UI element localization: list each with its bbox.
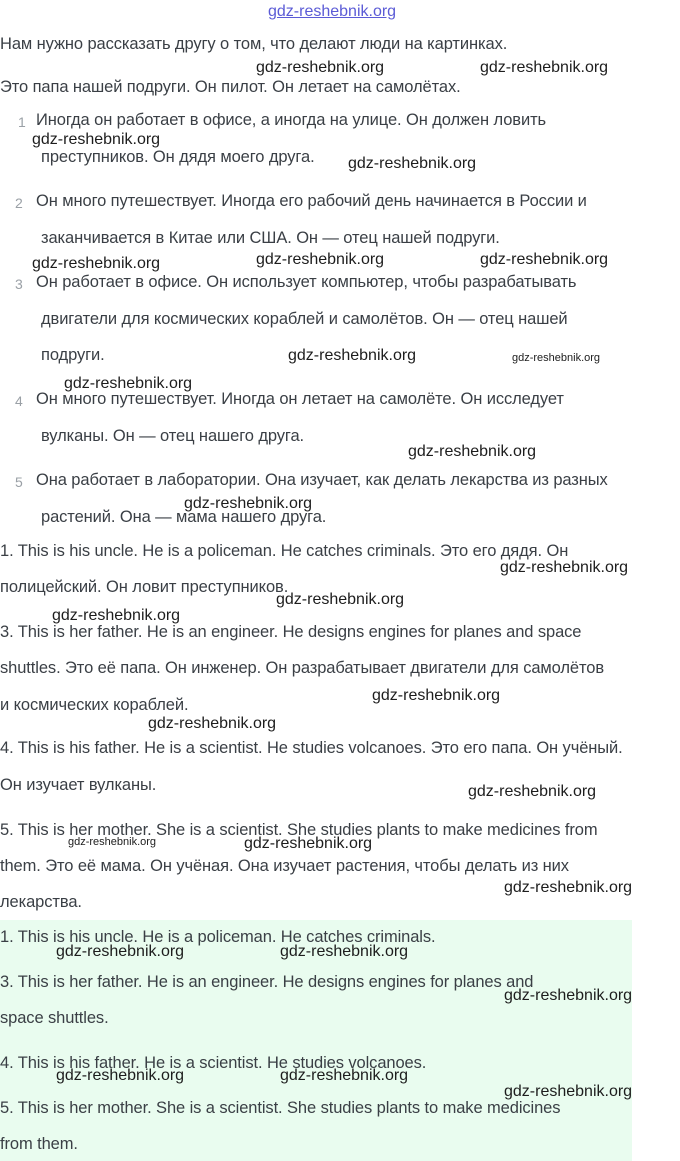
watermark: gdz-reshebnik.org xyxy=(276,591,405,608)
watermark: gdz-reshebnik.org xyxy=(32,255,161,272)
watermark: gdz-reshebnik.org xyxy=(504,987,633,1004)
answer-line: 3. This is her father. He is an engineer. He designs engines for planes and space xyxy=(0,623,582,641)
task-line: Он много путешествует. Иногда он летает на самолёте. Он исследует xyxy=(36,390,564,408)
watermark: gdz-reshebnik.org xyxy=(280,943,409,960)
short-answer-line: from them. xyxy=(0,1135,78,1153)
watermark: gdz-reshebnik.org xyxy=(56,943,185,960)
watermark: gdz-reshebnik.org xyxy=(256,251,385,268)
watermark: gdz-reshebnik.org xyxy=(184,495,313,512)
answer-line: them. Это её мама. Он учёная. Она изучает растения, чтобы делать из них xyxy=(0,857,569,875)
watermark: gdz-reshebnik.org xyxy=(32,131,161,148)
task-line: преступников. Он дядя моего друга. xyxy=(41,148,315,166)
watermark: gdz-reshebnik.org xyxy=(52,607,181,624)
watermark: gdz-reshebnik.org xyxy=(280,1067,409,1084)
task-number: 5 xyxy=(15,474,23,490)
short-answer-line: 3. This is her father. He is an engineer. He designs engines for planes and xyxy=(0,973,534,991)
watermark: gdz-reshebnik.org xyxy=(504,1083,633,1100)
site-header-link[interactable]: gdz-reshebnik.org xyxy=(268,3,397,20)
watermark: gdz-reshebnik.org xyxy=(408,443,537,460)
answer-line: полицейский. Он ловит преступников. xyxy=(0,578,289,596)
task-number: 2 xyxy=(15,195,23,211)
task-line: Иногда он работает в офисе, а иногда на улице. Он должен ловить xyxy=(36,111,547,129)
answer-line: 4. This is his father. He is a scientist. He studies volcanoes. Это его папа. Он учёный. xyxy=(0,739,623,757)
answer-line: лекарства. xyxy=(0,893,82,911)
task-number: 4 xyxy=(15,393,23,409)
task-line: вулканы. Он — отец нашего друга. xyxy=(41,427,305,445)
watermark: gdz-reshebnik.org xyxy=(244,835,373,852)
task-number: 1 xyxy=(18,114,26,130)
task-line: Он много путешествует. Иногда его рабочий день начинается в России и xyxy=(36,192,587,210)
watermark: gdz-reshebnik.org xyxy=(468,783,597,800)
task-number: 3 xyxy=(15,276,23,292)
watermark: gdz-reshebnik.org xyxy=(372,687,501,704)
task-line: заканчивается в Китае или США. Он — отец нашей подруги. xyxy=(41,229,500,247)
intro-text: Нам нужно рассказать другу о том, что делают люди на картинках. xyxy=(0,35,508,53)
watermark: gdz-reshebnik.org xyxy=(504,879,633,896)
answer-line: и космических кораблей. xyxy=(0,696,189,714)
task-line: растений. Она — мама нашего друга. xyxy=(41,508,327,526)
short-answer-line: 4. This is his father. He is a scientist. He studies volcanoes. xyxy=(0,1054,427,1072)
example-text: Это папа нашей подруги. Он пилот. Он летает на самолётах. xyxy=(0,78,461,96)
short-answer-line: 5. This is her mother. She is a scientist. She studies plants to make medicines xyxy=(0,1099,561,1117)
answer-line: shuttles. Это её папа. Он инженер. Он разрабатывает двигатели для самолётов xyxy=(0,659,604,677)
task-line: подруги. xyxy=(41,346,105,364)
watermark: gdz-reshebnik.org xyxy=(256,59,385,76)
task-line: Она работает в лаборатории. Она изучает, как делать лекарства из разных xyxy=(36,471,608,489)
watermark: gdz-reshebnik.org xyxy=(348,155,477,172)
watermark: gdz-reshebnik.org xyxy=(480,251,609,268)
watermark: gdz-reshebnik.org xyxy=(512,352,601,364)
watermark: gdz-reshebnik.org xyxy=(500,559,629,576)
answer-line: 5. This is her mother. She is a scientist. She studies plants to make medicines from xyxy=(0,821,598,839)
answer-line: 1. This is his uncle. He is a policeman. He catches criminals. Это его дядя. Он xyxy=(0,542,569,560)
watermark: gdz-reshebnik.org xyxy=(68,836,157,848)
task-line: Он работает в офисе. Он использует компьютер, чтобы разрабатывать xyxy=(36,273,577,291)
short-answer-line: space shuttles. xyxy=(0,1009,109,1027)
watermark: gdz-reshebnik.org xyxy=(480,59,609,76)
answer-line: Он изучает вулканы. xyxy=(0,776,157,794)
task-line: двигатели для космических кораблей и самолётов. Он — отец нашей xyxy=(41,310,568,328)
watermark: gdz-reshebnik.org xyxy=(56,1067,185,1084)
watermark: gdz-reshebnik.org xyxy=(148,715,277,732)
watermark: gdz-reshebnik.org xyxy=(64,375,193,392)
watermark: gdz-reshebnik.org xyxy=(288,347,417,364)
short-answer-line: 1. This is his uncle. He is a policeman. He catches criminals. xyxy=(0,928,436,946)
